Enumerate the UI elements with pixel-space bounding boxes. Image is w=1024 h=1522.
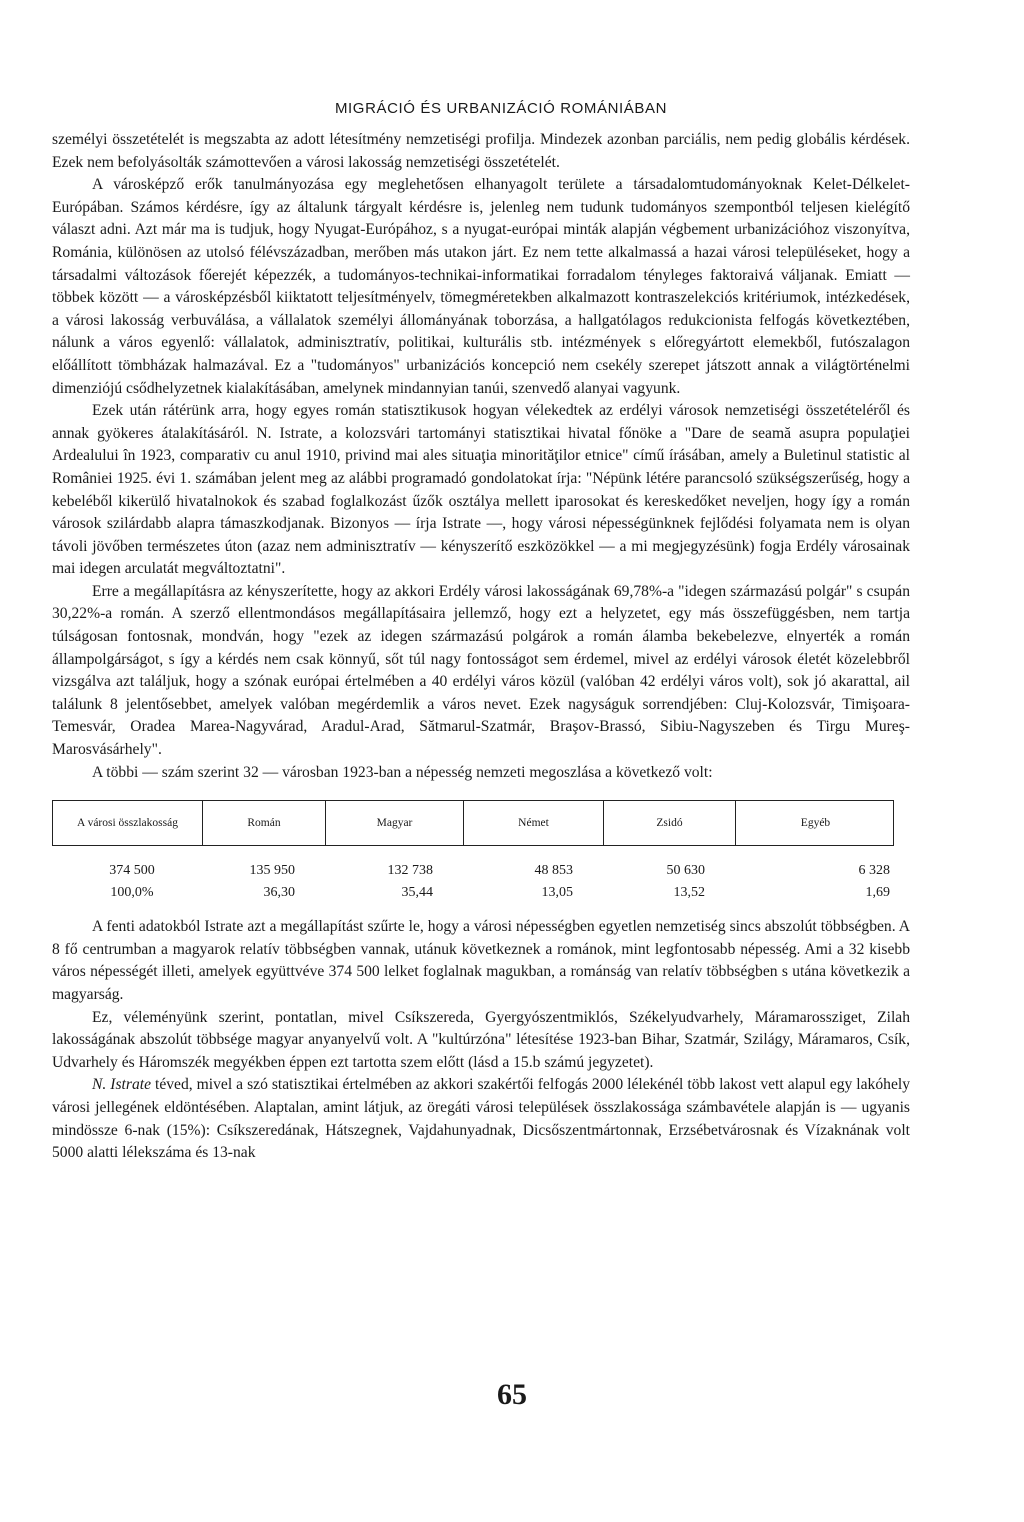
page-number: 65 bbox=[497, 1378, 527, 1411]
table-body bbox=[52, 860, 894, 904]
paragraph-lead: N. Istrate bbox=[92, 1076, 152, 1094]
paragraph-text: Ezek után rátérünk arra, hogy egyes román statisztikusok hogyan vélekedtek az erdélyi városok nemzetiségi összetételéről és annak gyökeres átalakításáról. N. Istrate, a kolozsvári tartományi statisztikai hivatal főnöke a "Dare de seamă asupra populaţiei Ardealului în 1923, comparativ cu anul 1910, privind mai ales situaţia minorităţilor etnice" című írásában, amely a Buletinul statistic al României 1925. évi 1. számában jelent meg az alábbi programadó gondolatokat írja: "Népünk létére parancsoló szükségszerűség, hogy a kebeléből kikerülő hivatalnokok és szabad foglalkozást űzők osztálya mellett iparosokat és kereskedőket neveljen, hogy így a román városok szilárdabb alapra támaszkodjanak. Bizonyos — írja Istrate —, hogy városi népességünknek fejlődési folyamata nem is olyan távoli jövőben természetes úton (azaz nem adminisztratív — kényszerítő eszközökkel — a mi megjegyzésünk) fogja Erdély városainak mai idegen arculatát megváltoztatni". bbox=[52, 402, 910, 578]
table-header-cell: Román bbox=[203, 801, 326, 845]
running-title: MIGRÁCIÓ ÉS URBANIZÁCIÓ ROMÁNIÁBAN bbox=[334, 100, 668, 117]
population-table bbox=[52, 800, 894, 904]
table-header-row bbox=[52, 800, 894, 846]
paragraph-text: A városképző erők tanulmányozása egy meglehetősen elhanyagolt területe a társadalomtudományoknak Kelet-Délkelet-Európában. Számos kérdésre, így az általunk tárgyalt kérdésre is, jelenleg nem tudunk tudományos szempontból teljesen kielégítő választ adni. Azt már ma is tudjuk, hogy Nyugat-Európához, s a nyugat-európai minták alapján végbement urbanizációhoz viszonyítva, Románia, különösen az utolsó félévszázadban, merőben más utakon járt. Ez nem tette alkalmassá a hazai városi településeket, hogy a társadalmi változások főerejét képezzék, a tudományos-technikai-informatikai forradalom tényleges faktoraivá váljanak. Emiatt — többek között — a városképzésből kiiktatott teljesítményelv, tömegméretekben alkalmazott kontraszelekciós kritériumok, intézkedések, a városi lakosság verbuválása, a vállalatok személyi állományának toborzása, a hallgatólagos redukcionista felfogás következtében, nálunk a város egyenlő: vállalatok, adminisztratív, politikai, kulturális stb. intézmények s előregyártott elemekből, futószalagon előállított tömbházak halmazával. Ez a "tudományos" urbanizációs koncepció nem csekély szerepet játszott annak a világtörténelmi dimenziójú csődhelyzetnek kialakításában, amelynek mindannyian tanúi, szenvedő alanyai vagyunk. bbox=[52, 176, 910, 397]
paragraph bbox=[52, 174, 910, 400]
table-cell: 36,30 bbox=[263, 885, 295, 901]
paragraph bbox=[52, 129, 910, 174]
paragraph bbox=[52, 1007, 910, 1075]
paragraph-text: téved, mivel a szó statisztikai értelmében az akkori szakértői felfogás 2000 lélekénél több lakost vett alapul egy lakóhely városi jellegének eldöntésében. Alaptalan, amint látjuk, az öregáti városi települések összlakossága számbavétele alapján is — ugyanis mindössze 6-nak (15%): Csíkszeredának, Hátszegnek, Vajdahunyadnak, Dicsőszentmártonnak, Erzsébetvárosnak és Vízaknának volt 5000 alatti lélekszáma és 13-nak bbox=[52, 1076, 910, 1162]
paragraph-text: Ez, véleményünk szerint, pontatlan, mivel Csíkszereda, Gyergyószentmiklós, Székelyudvarhely, Máramarossziget, Zilah lakosságának abszolút többsége magyar anyanyelvű volt. A "kultúrzóna" létesítése 1923-ban Bihar, Szatmár, Szilágy, Máramaros, Csík, Udvarhely és Háromszék megyékben éppen ezt tartotta szem előtt (lásd a 15.b számú jegyzetet). bbox=[52, 1008, 910, 1071]
paragraph-text: személyi összetételét is megszabta az adott létesítmény nemzetiségi profilja. Mindezek azonban parciális, nem pedig globális kérdések. Ezek nem befolyásolták számottevően a városi lakosság nemzetiségi összetételét. bbox=[52, 131, 910, 171]
paragraph bbox=[52, 1074, 910, 1164]
document-page bbox=[52, 100, 910, 1165]
paragraph bbox=[52, 581, 910, 762]
table-row bbox=[52, 860, 894, 882]
table-row bbox=[52, 882, 894, 904]
paragraph-text: A fenti adatokból Istrate azt a megállapítást szűrte le, hogy a városi népességben egyetlen nemzetiség sincs abszolút többségben. A 8 fő centrumban a magyarok relatív többségben vannak, utánuk következnek a románok, mint legfontosabb népesség. Ami a 32 kisebb város népességét illeti, amelyek együttvéve 374 500 lelket foglalnak magukban, a románság van relatív többségben s utána következik a magyarság. bbox=[52, 918, 910, 1003]
paragraph-text: Erre a megállapításra az kényszerítette, hogy az akkori Erdély városi lakosságának 69,78%-a "idegen származású polgár" s csupán 30,22%-a román. A szerző ellentmondásos megállapításaira jellemző, hogy ezt a helyzetet, egy más összefüggésben, nem tartja túlságosan fontosnak, mondván, hogy "ezek az idegen származású polgárok a román álamba bekebelezve, elnyerték a román állampolgárságot, s így a kérdés nem csak könnyű, sőt túl nagy fontosságot sem érdemel, mivel az erdélyi városok életét közelebbről vizsgálva azt találjuk, hogy a szónak európai értelmében a 40 erdélyi város közül (valóban 42 erdélyi város volt), sok jó akarattal, ail találunk 8 jelentősebbet, amelyek valóban megérdemlik a város nevet. Ezek nagyságuk sorrendjében: Cluj-Kolozsvár, Timişoara-Temesvár, Oradea Marea-Nagyvárad, Aradul-Arad, Sătmarul-Szatmár, Braşov-Brassó, Sibiu-Nagyszeben és Tirgu Mureş-Marosvásárhely". bbox=[52, 582, 910, 759]
table-cell: 50 630 bbox=[666, 863, 705, 879]
table-cell: 100,0% bbox=[110, 885, 154, 901]
body-text-bottom bbox=[52, 916, 910, 1165]
table-cell: 48 853 bbox=[534, 863, 573, 879]
table-cell: 35,44 bbox=[401, 885, 433, 901]
paragraph bbox=[52, 916, 910, 1006]
paragraph-text: A többi — szám szerint 32 — városban 1923-ban a népesség nemzeti megoszlása a következő volt: bbox=[92, 763, 713, 781]
table-cell: 132 738 bbox=[387, 863, 433, 879]
table-header-cell: Egyéb bbox=[800, 816, 831, 829]
table-cell: 13,52 bbox=[673, 885, 705, 901]
table-cell: 374 500 bbox=[109, 863, 155, 879]
paragraph bbox=[52, 762, 910, 785]
table-cell: 13,05 bbox=[541, 885, 573, 901]
table-cell: 135 950 bbox=[249, 863, 295, 879]
table-header-cell: Magyar bbox=[326, 801, 464, 845]
table-header-cell: A városi összlakosság bbox=[53, 801, 203, 845]
table-header-cell: Zsidó bbox=[604, 801, 736, 845]
paragraph bbox=[52, 400, 910, 581]
table-header-cell: Német bbox=[464, 801, 604, 845]
table-cell: 1,69 bbox=[865, 885, 890, 901]
body-text-top bbox=[52, 129, 910, 784]
table-cell: 6 328 bbox=[858, 863, 890, 879]
